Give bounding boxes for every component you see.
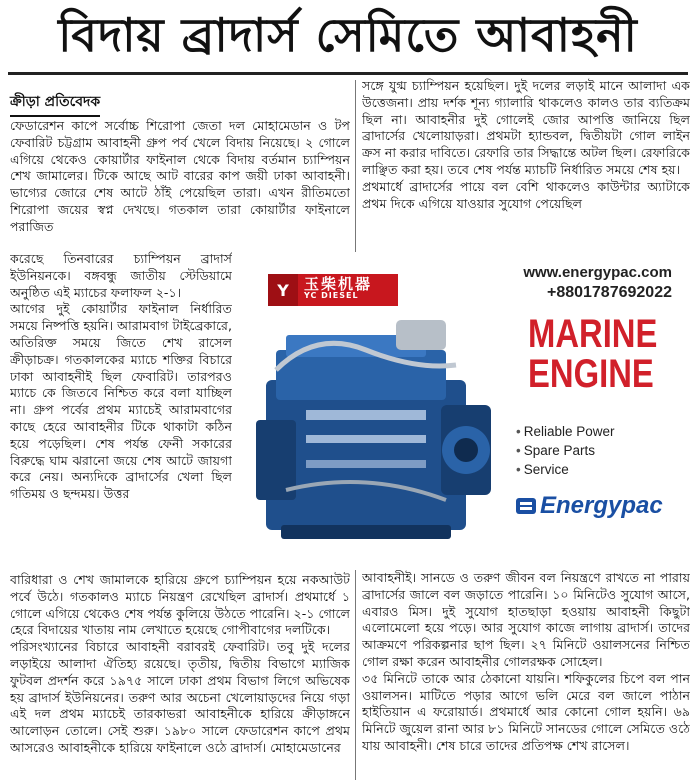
- paragraph: করেছে তিনবারের চ্যাম্পিয়ন ব্রাদার্স ইউনিয়নকে। বঙ্গবন্ধু জাতীয় স্টেডিয়ামে অনুষ্ঠিত এই ম্যাচের ফলাফল ২-১।: [10, 251, 232, 300]
- brand-name: Energypac: [540, 492, 663, 519]
- paragraph: ৩৫ মিনিটে তাকে আর ঠেকানো যায়নি। শফিকুলের চিপে বল পান ওয়ালসন। মাটিতে পড়ার আগে ভলি মেরে বল জালে পাঠান হাইতিয়ান এ ফরোয়ার্ড। প্রথমার্ধে আর কোনো গোল হয়নি। ৬৯ মিনিটে জুয়েল রানা আর ৮১ মিনিটে সানডের গোলে সেমিতে ওঠে যায় আবাহনী। শেষ চারে তাদের প্রতিপক্ষ শেখ রাসেল।: [362, 670, 690, 753]
- energypac-brand[interactable]: [516, 492, 663, 520]
- ad-title: [528, 314, 657, 394]
- paragraph: প্রথমার্ধে ব্রাদার্সের পায়ে বল বেশি থাকলেও কাউন্টার অ্যাটাকে প্রথম দিকে এগিয়ে যাওয়ার সুযোগ পেয়েছিল: [362, 178, 690, 211]
- engine-image: [246, 310, 508, 560]
- headline: বিদায় ব্রাদার্স সেমিতে আবাহনী: [58, 8, 638, 62]
- column-divider: [355, 570, 356, 780]
- yc-mark-icon: Y: [268, 274, 298, 306]
- ad-phone: +8801787692022: [546, 284, 672, 301]
- paragraph: বারিধারা ও শেখ জামালকে হারিয়ে গ্রুপে চ্যাম্পিয়ন হয়ে নকআউট পর্বে উঠে। গতকালও ম্যাচে নিয়ন্ত্রণ রেখেছিল ব্রাদার্স। প্রথমার্ধে ১ গোলে এগিয়ে থেকেও শেষ পর্যন্ত কুলিয়ে উঠতে পারেনি। ২-১ গোলে হেরে বিদায়ের খাতায় নাম লেখাতে হয়েছে গোপীবাগের দলটিকে।: [10, 572, 350, 638]
- paragraph: সঙ্গে যুগ্ম চ্যাম্পিয়ন হয়েছিল। দুই দলের লড়াই মানে আলাদা এক উত্তেজনা। প্রায় দর্শক শূন্য গ্যালারি থাকলেও কালও তার ব্যতিক্রম ছিল না। আবাহনীর দুই গোলেই জোর আপত্তি জানিয়ে ছিল ব্রাদার্সের খেলোয়াড়রা। প্রথমটা হ্যান্ডবল, দ্বিতীয়টা গোল লাইন ক্রস না করার দাবিতে। রেফারি তার সিদ্ধান্তে অটল ছিল। রেফারিকে লাঞ্ছিত করা হয়। তবে শেষ পর্যন্ত ম্যাচটি নির্ধারিত সময়ে শেষ হয়।: [362, 78, 690, 177]
- ad-title-line: ENGINE: [528, 352, 654, 396]
- paragraph: আগের দুই কোয়ার্টার ফাইনাল নির্ধারিত সময়ে নিষ্পত্তি হয়নি। আরামবাগ টাইব্রেকারে, অতিরিক্ত সময়ে জিতে শেখ রাসেল ক্রীড়াচক্র। গতকালকের ম্যাচে শক্তির বিচারে ঢাকা আবাহনীই ছিল ফেবারিট। তারপরও ম্যাচে কে জিতবে নিশ্চিত করে বলা যাচ্ছিল না। গ্রুপ পর্বের প্রথম ম্যাচেই আরামবাগের কাছে হেরে আবাহনীর টিকে থাকাটা কঠিন হয়ে পড়েছিল। শেষ পর্যন্ত ফেনী সকারের বিরুদ্ধে ঘাম ঝরানো জয়ে শেষ আটে জায়গা করে নেয়। অন্যদিকে ব্রাদার্সের খেলা ছিল গতিময় ও ছন্দময়। উত্তর: [10, 301, 232, 502]
- advertisement[interactable]: [238, 252, 690, 566]
- paragraph: পরিসংখ্যানের বিচারে আবাহনী বরাবরই ফেবারিট। তবু দুই দলের লড়াইয়ে আলাদা ঐতিহ্য রয়েছে। তৃতীয়, দ্বিতীয় বিভাগে ম্যাজিক ফুটবল প্রদর্শন করে ১৯৭৫ সালে ঢাকা প্রথম বিভাগ লিগে অভিষেক হয় ব্রাদার্স ইউনিয়নের। তরুণ আর অচেনা খেলোয়াড়দের নিয়ে গড়া এই দল প্রথম ম্যাচেই তারকাভরা আবাহনীকে হারিয়ে ক্রীড়াঙ্গনে আলোড়ন তোলে। সেই শুরু। ১৯৮০ সালে ফেডারেশন কাপে প্রথম আসরেও আবাহনীকে হারিয়ে ফাইনালে ওঠে ব্রাদার্স। মোহামেডানের: [10, 639, 350, 755]
- article-column-2-top: [362, 78, 690, 252]
- yc-logo-icon: [268, 274, 398, 306]
- paragraph: ফেডারেশন কাপে সর্বোচ্চ শিরোপা জেতা দল মোহামেডান ও টপ ফেবারিট চট্টগ্রাম আবাহনী গ্রুপ পর্ব খেলে বিদায় নিয়েছে। ২ গোলে এগিয়ে থেকেও কোয়ার্টার ফাইনাল থেকে বিদায় বর্তমান চ্যাম্পিয়ন শেখ জামালের। টিকে আছে আট বারের কাপ জয়ী ঢাকা আবাহনী। ভাগ্যের জোরে শেষ আটে ঠাঁই পেয়েছিল তারা। এখন রীতিমতো শিরোপা জয়ের স্বপ্ন দেখছে। গতকাল তারা কোয়ার্টার ফাইনালে পরাজিত: [10, 118, 350, 234]
- paragraph: আবাহনীই। সানডে ও তরুণ জীবন বল নিয়ন্ত্রণে রাখতে না পারায় ব্রাদার্সের জালে বল জড়াতে পারেনি। ১০ মিনিটেও সুযোগ আসে, এবারও মিস। দুই সুযোগ হাতছাড়া হওয়ায় আবাহনী কিছুটা এলোমেলো হয়ে পড়ে। আর সুযোগ কাজে লাগায় ব্রাদার্স। তাদের আক্রমণে পরিকল্পনার ছাপ ছিল। ২৭ মিনিটে ওয়ালসনের নিশ্চিত গোল রক্ষা করেন আবাহনীর গোলরক্ষক সোহেল।: [362, 570, 690, 669]
- article-column-1-top: [10, 118, 350, 251]
- byline: ক্রীড়া প্রতিবেদক: [10, 90, 100, 117]
- ad-logo-chinese: 玉柴机器: [304, 275, 373, 293]
- column-divider: [355, 80, 356, 252]
- ad-title-line: MARINE: [528, 312, 658, 356]
- article-column-1-bottom: [10, 572, 350, 780]
- ad-logo-english: YC DIESEL: [304, 291, 359, 300]
- ad-feature: • Reliable Power: [516, 422, 615, 441]
- ad-feature: • Spare Parts: [516, 441, 615, 460]
- article-column-2-bottom: [362, 570, 690, 780]
- ad-feature-list: [516, 422, 615, 479]
- ad-feature: • Service: [516, 460, 615, 479]
- article-column-1-narrow: [10, 251, 232, 569]
- headline-rule: [8, 72, 688, 75]
- energypac-logo-icon: [516, 496, 536, 516]
- ad-website[interactable]: www.energypac.com: [523, 264, 672, 281]
